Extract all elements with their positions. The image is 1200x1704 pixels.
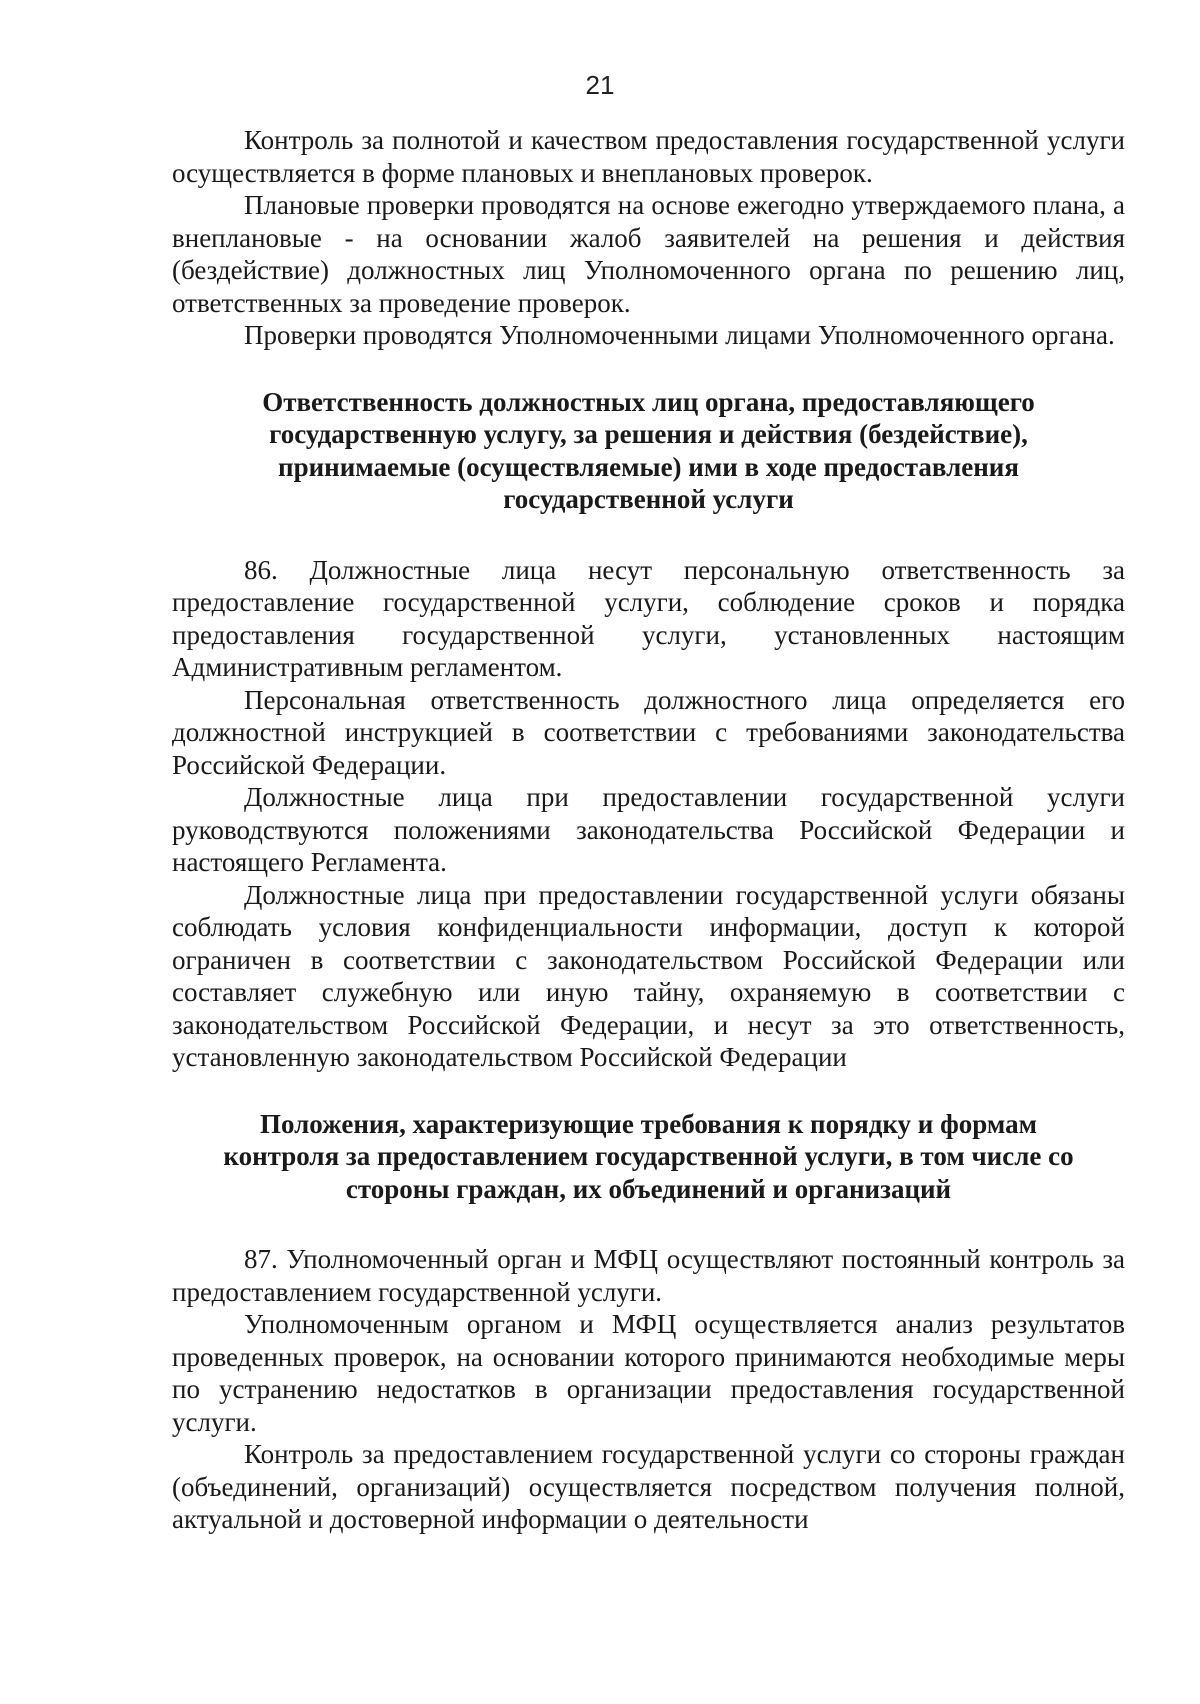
responsibility-paragraph-3: Должностные лица при предоставлении государственной услуги руководствуются положениями законодательства Российской Федерации и настоящего Регламента.: [172, 782, 1125, 877]
control-paragraph-2: Уполномоченным органом и МФЦ осуществляется анализ результатов проведенных проверок, на основании которого принимаются необходимые меры по устранению недостатков в организации предоставления государственной услуги.: [172, 1309, 1125, 1437]
intro-paragraph-1: Контроль за полнотой и качеством предоставления государственной услуги осуществляется в форме плановых и внеплановых проверок.: [172, 125, 1125, 188]
section-heading-responsibility: Ответственность должностных лиц органа, предоставляющего государственную услугу, за решения и действия (бездействие), принимаемые (осуществляемые) ими в ходе предоставления государственной услуги: [262, 386, 1035, 514]
responsibility-paragraph-2: Персональная ответственность должностного лица определяется его должностной инструкцией в соответствии с требованиями законодательства Российской Федерации.: [172, 684, 1125, 780]
spacer: [172, 516, 1125, 554]
section-heading-control: Положения, характеризующие требования к порядку и формам контроля за предоставлением государственной услуги, в том числе со стороны граждан, их объединений и организаций: [223, 1108, 1074, 1204]
paragraph-86: 86. Должностные лица несут персональную ответственность за предоставление государственной услуги, соблюдение сроков и порядка предоставления государственной услуги, установленных настоящим Административным регламентом.: [172, 554, 1125, 682]
page-content: [172, 124, 1125, 1536]
responsibility-paragraph-4: Должностные лица при предоставлении государственной услуги обязаны соблюдать условия конфиденциальности информации, доступ к которой ограничен в соответствии с законодательством Российской Федерации или составляет служебную или иную тайну, охраняемую в соответствии с законодательством Российской Федерации, и несут за это ответственность, установленную законодательством Российской Федерации: [172, 879, 1125, 1072]
spacer: [172, 1205, 1125, 1243]
intro-paragraph-3: Проверки проводятся Уполномоченными лицами Уполномоченного органа.: [244, 320, 1115, 350]
intro-paragraph-2: Плановые проверки проводятся на основе ежегодно утверждаемого плана, а внеплановые - на основании жалоб заявителей на решения и действия (бездействие) должностных лиц Уполномоченного органа по решению лиц, ответственных за проведение проверок.: [172, 190, 1125, 318]
control-paragraph-3: Контроль за предоставлением государственной услуги со стороны граждан (объединений, организаций) осуществляется посредством получения полной, актуальной и достоверной информации о деятельности: [172, 1439, 1125, 1534]
paragraph-87: 87. Уполномоченный орган и МФЦ осуществляют постоянный контроль за предоставлением государственной услуги.: [172, 1244, 1125, 1307]
spacer: [172, 352, 1125, 386]
spacer: [172, 1074, 1125, 1108]
page-number: 21: [585, 70, 615, 100]
